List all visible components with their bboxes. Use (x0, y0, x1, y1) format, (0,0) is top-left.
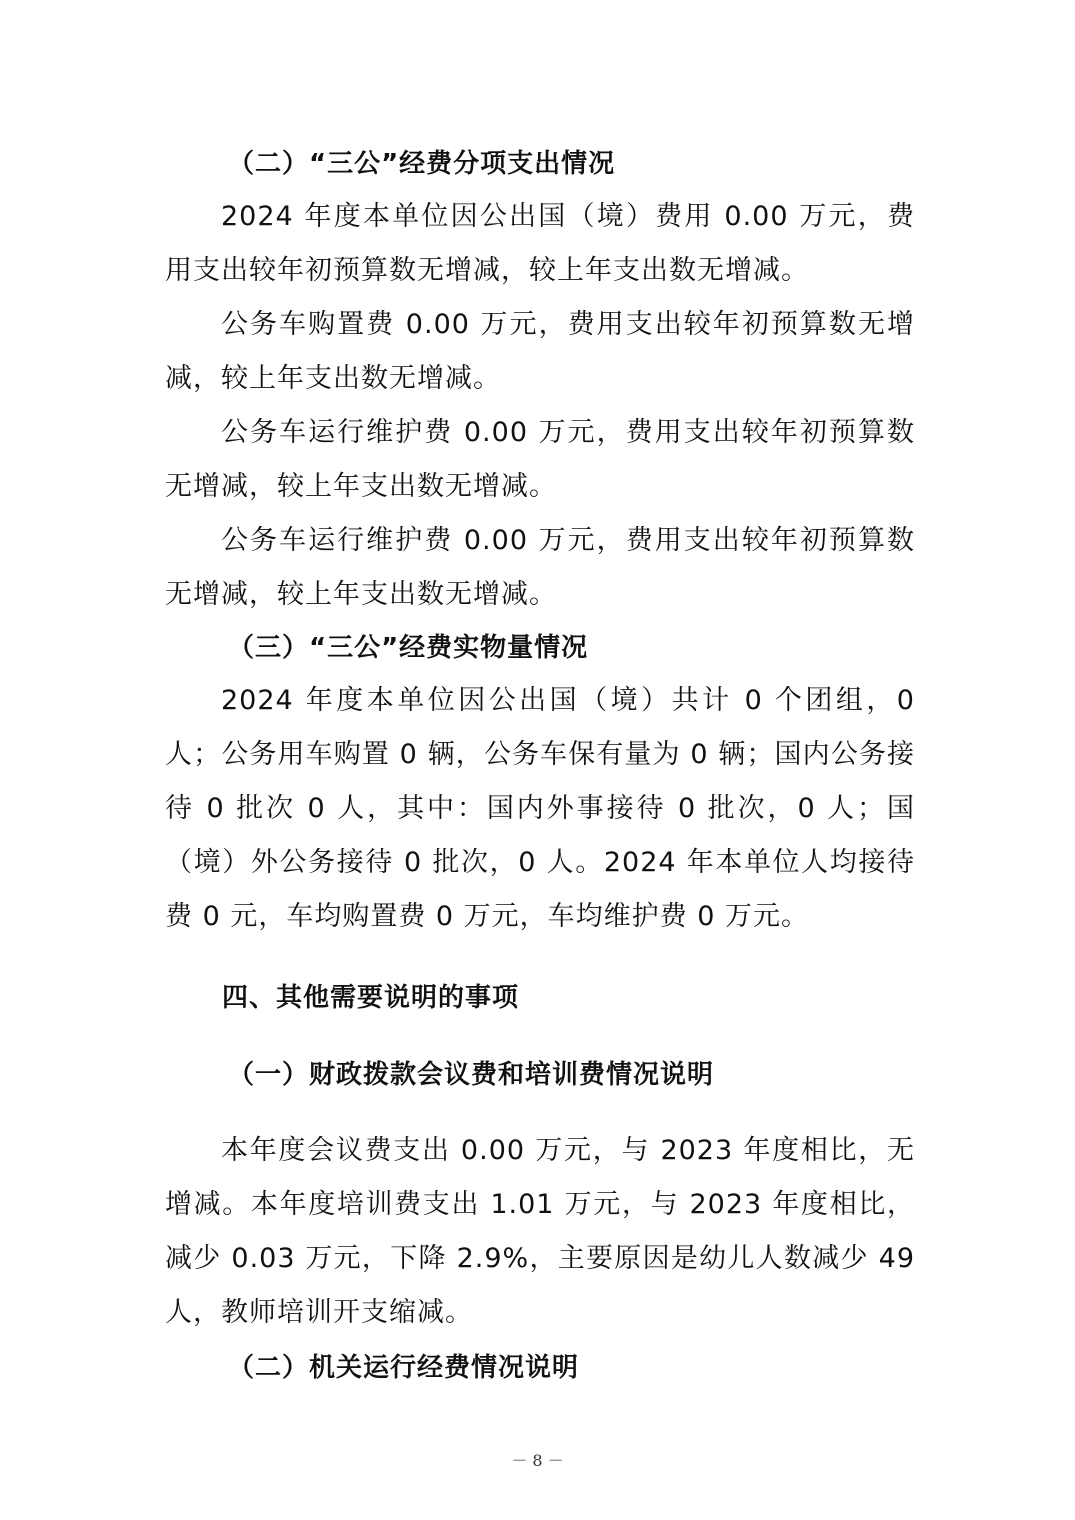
section-heading-three-public-items: （二）“三公”经费分项支出情况 (228, 149, 616, 179)
part-heading-other-matters: 四、其他需要说明的事项 (222, 983, 520, 1013)
page-number: － 8 － (511, 1451, 564, 1470)
section-heading-meeting-training: （一）财政拨款会议费和培训费情况说明 (228, 1060, 715, 1090)
section-heading-physical-quantity: （三）“三公”经费实物量情况 (228, 633, 589, 663)
paragraph-meeting-training: 本年度会议费支出 0.00 万元，与 2023 年度相比，无增减。本年度培训费支出 1.01 万元，与 2023 年度相比，减少 0.03 万元，下降 2.9%，主要原因是幼儿人数减少 49 人，教师培训开支缩减。 (165, 1135, 915, 1328)
paragraph-vehicle-maintenance-cost: 公务车运行维护费 0.00 万元，费用支出较年初预算数无增减，较上年支出数无增减。 (165, 417, 915, 502)
section-heading-office-operation: （二）机关运行经费情况说明 (228, 1353, 580, 1383)
paragraph-outbound-travel-cost: 2024 年度本单位因公出国（境）费用 0.00 万元，费用支出较年初预算数无增减，较上年支出数无增减。 (165, 201, 915, 286)
paragraph-vehicle-purchase-cost: 公务车购置费 0.00 万元，费用支出较年初预算数无增减，较上年支出数无增减。 (165, 309, 915, 394)
paragraph-vehicle-maintenance-cost-repeat: 公务车运行维护费 0.00 万元，费用支出较年初预算数无增减，较上年支出数无增减。 (165, 525, 915, 610)
paragraph-physical-quantity: 2024 年度本单位因公出国（境）共计 0 个团组，0 人；公务用车购置 0 辆，公务车保有量为 0 辆；国内公务接待 0 批次 0 人，其中：国内外事接待 0 批次，0 人；国（境）外公务接待 0 批次，0 人。2024 年本单位人均接待费 0 元，车均购置费 0 万元，车均维护费 0 万元。 (165, 685, 915, 932)
